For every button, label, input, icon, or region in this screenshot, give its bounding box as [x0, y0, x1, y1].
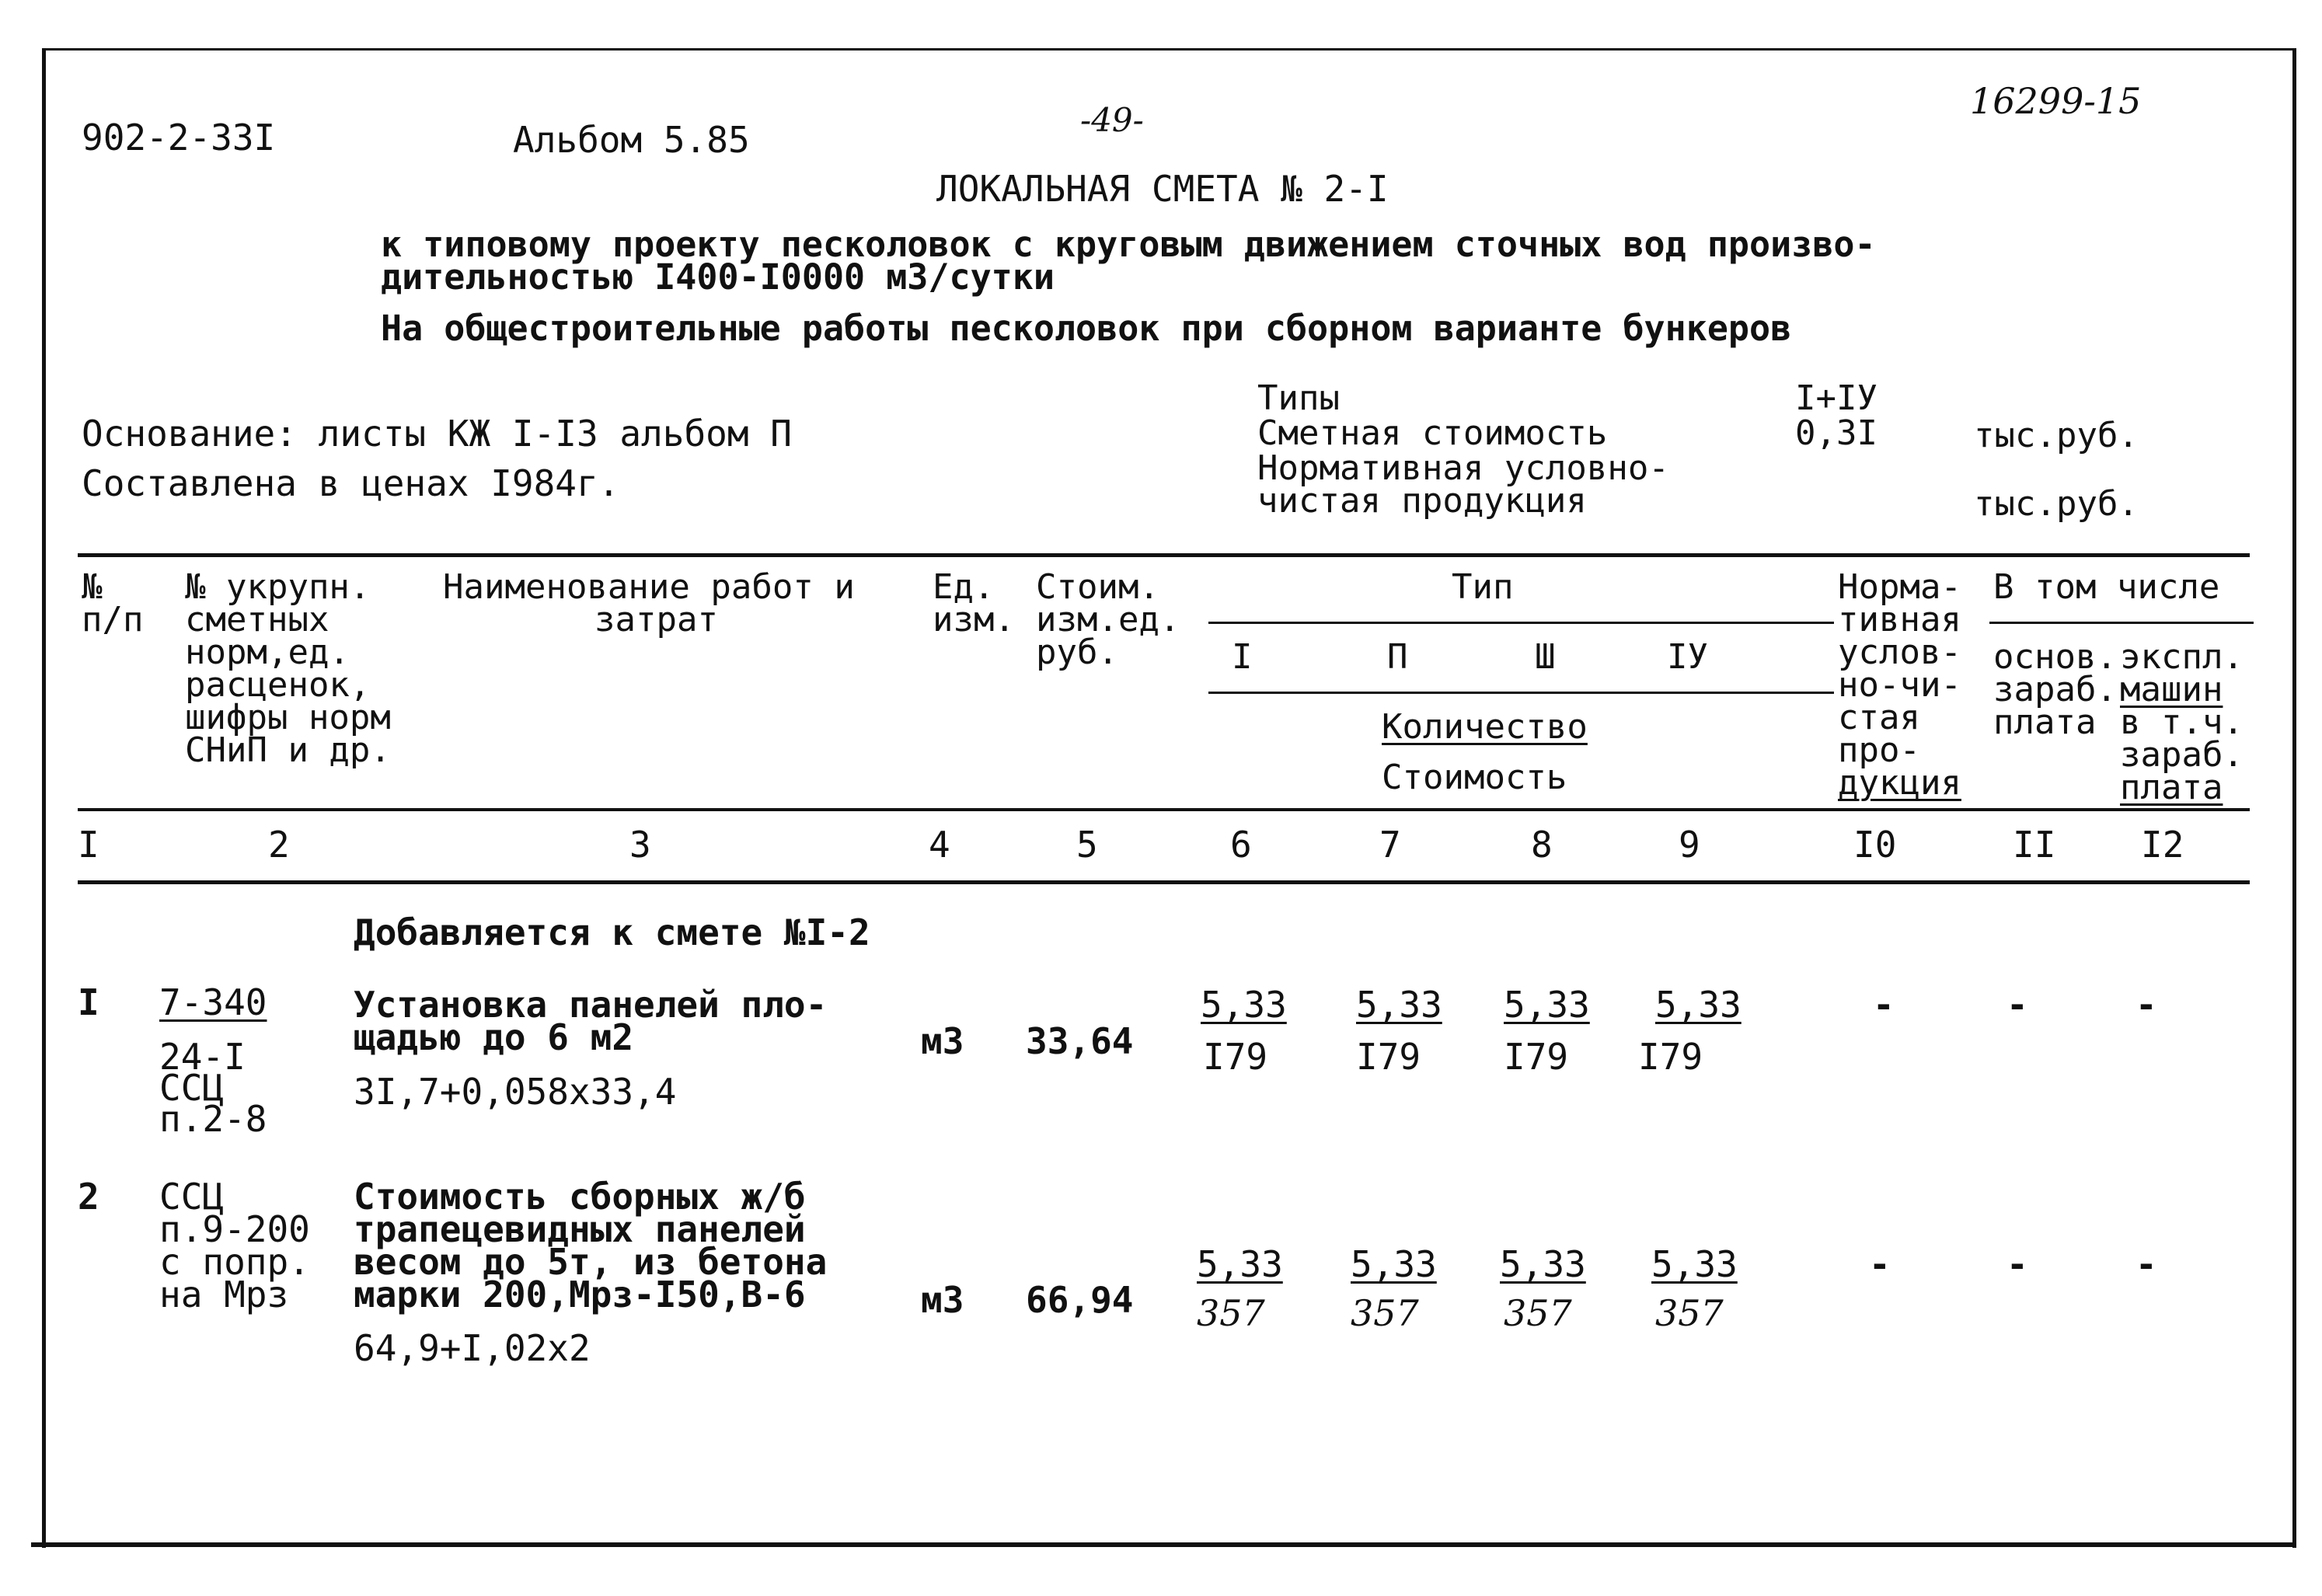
- title-line-1: к типовому проекту песколовок с круговым движением сточных вод произво-: [381, 224, 1876, 265]
- col-number-4: 4: [929, 824, 950, 866]
- section-title: Добавляется к смете №I-2: [354, 911, 870, 953]
- row-qty-type-4: 5,33: [1655, 984, 1742, 1026]
- row-code-4: п.2-8: [159, 1098, 267, 1140]
- album-label: Альбом 5.85: [513, 119, 750, 161]
- col10-header-5: стая: [1838, 698, 1920, 737]
- col11-header-1: основ.: [1993, 637, 2117, 677]
- col5-header-2: изм.ед.: [1036, 600, 1180, 639]
- col3-header-1: Наименование работ и: [443, 567, 855, 607]
- archive-number: 16299-15: [1970, 80, 2142, 122]
- norm-label-2: чистая продукция: [1257, 481, 1587, 521]
- row-col12: -: [2135, 1243, 2157, 1285]
- col2-header-6: СНиП и др.: [185, 730, 391, 770]
- col12-header-2: машин: [2120, 670, 2223, 709]
- row-cost-type-2: 357: [1351, 1292, 1419, 1334]
- row-col10: -: [1869, 1243, 1891, 1285]
- type-group-label: Тип: [1452, 567, 1514, 607]
- row-qty-type-4: 5,33: [1651, 1243, 1738, 1285]
- col5-header-3: руб.: [1036, 632, 1118, 672]
- row-cost-type-4: I79: [1638, 1036, 1703, 1078]
- table-top-rule: [78, 553, 2250, 557]
- row-cost-type-4: 357: [1655, 1292, 1724, 1334]
- col5-header-1: Стоим.: [1036, 567, 1159, 607]
- incl-group-label: В том числе: [1993, 567, 2220, 607]
- col-number-6: 6: [1230, 824, 1252, 866]
- cost-subheader: Стоимость: [1382, 758, 1567, 797]
- project-code: 902-2-33I: [82, 117, 276, 159]
- cost-label: Сметная стоимость: [1257, 413, 1608, 453]
- col-number-12: I2: [2141, 824, 2184, 866]
- col2-header-2: сметных: [185, 600, 329, 639]
- type-col-4: IУ: [1667, 637, 1708, 677]
- col11-header-2: зараб.: [1993, 670, 2117, 709]
- col-number-5: 5: [1076, 824, 1098, 866]
- col-number-11: II: [2013, 824, 2056, 866]
- col10-header-4: но-чи-: [1838, 665, 1961, 705]
- col-number-2: 2: [268, 824, 290, 866]
- norm-unit: тыс.руб.: [1974, 484, 2139, 524]
- row-number: 2: [78, 1176, 99, 1218]
- frame-right-border: [2292, 48, 2296, 1548]
- row-cost-type-1: I79: [1203, 1036, 1268, 1078]
- types-label: Типы: [1257, 378, 1340, 418]
- col4-header-2: изм.: [933, 600, 1015, 639]
- col1-header-2: п/п: [82, 600, 144, 639]
- row-code-3: с попр.: [159, 1241, 310, 1283]
- col10-header-7: дукция: [1838, 763, 1961, 803]
- col2-header-5: шифры норм: [185, 698, 391, 737]
- row-name-4: марки 200,Mрз-I50,B-6: [354, 1274, 806, 1315]
- row-cost-type-2: I79: [1356, 1036, 1421, 1078]
- page-number: -49-: [1080, 101, 1144, 139]
- type-col-3: Ш: [1535, 637, 1556, 677]
- row-unit-cost: 33,64: [1026, 1020, 1134, 1062]
- col4-header-1: Ед.: [933, 567, 995, 607]
- estimate-title: ЛОКАЛЬНАЯ СМЕТА № 2-I: [936, 168, 1389, 210]
- col10-header-6: про-: [1838, 730, 1920, 770]
- col12-header-1: экспл.: [2120, 637, 2244, 677]
- col-number-10: I0: [1853, 824, 1897, 866]
- type-group-rule: [1208, 622, 1834, 624]
- row-code-1: 7-340: [159, 981, 267, 1023]
- row-name-2: щадью до 6 м2: [354, 1016, 634, 1058]
- type-sub-rule: [1208, 692, 1834, 694]
- row-qty-type-3: 5,33: [1504, 984, 1590, 1026]
- col-number-9: 9: [1679, 824, 1700, 866]
- row-code-3: ССЦ: [159, 1067, 225, 1109]
- row-formula: 3I,7+0,058х33,4: [354, 1071, 677, 1113]
- row-col10: -: [1873, 984, 1895, 1026]
- prices-line: Составлена в ценах I984г.: [82, 462, 620, 504]
- col10-header-2: тивная: [1838, 600, 1961, 639]
- col-number-8: 8: [1531, 824, 1553, 866]
- col10-header-3: услов-: [1838, 632, 1961, 672]
- frame-left-border: [42, 48, 46, 1548]
- col12-header-4: зараб.: [2120, 735, 2244, 775]
- row-qty-type-1: 5,33: [1197, 1243, 1283, 1285]
- row-unit: м3: [921, 1020, 964, 1062]
- col2-header-3: норм,ед.: [185, 632, 350, 672]
- col11-header-3: плата: [1993, 702, 2097, 742]
- row-qty-type-2: 5,33: [1351, 1243, 1437, 1285]
- norm-label-1: Нормативная условно-: [1257, 448, 1669, 488]
- col12-header-3: в т.ч.: [2120, 702, 2244, 742]
- row-name-1: Установка панелей пло-: [354, 984, 828, 1026]
- frame-top-border: [42, 48, 2296, 51]
- row-name-2: трапецевидных панелей: [354, 1208, 806, 1250]
- row-formula: 64,9+I,02х2: [354, 1327, 591, 1369]
- row-code-4: на Мрз: [159, 1274, 289, 1315]
- col10-header-1: Норма-: [1838, 567, 1961, 607]
- col12-header-5: плата: [2120, 768, 2223, 807]
- col2-header-1: № укрупн.: [185, 567, 371, 607]
- title-line-3: На общестроительные работы песколовок при сборном варианте бункеров: [381, 308, 1792, 349]
- type-col-1: I: [1232, 637, 1253, 677]
- row-number: I: [78, 981, 99, 1023]
- basis-line: Основание: листы КЖ I-I3 альбом П: [82, 413, 792, 455]
- col-number-3: 3: [629, 824, 651, 866]
- frame-bottom-border: [31, 1542, 2296, 1547]
- col3-header-2: затрат: [594, 600, 718, 639]
- title-line-2: дительностью I400-I0000 м3/сутки: [381, 256, 1055, 298]
- numbers-bottom-rule: [78, 880, 2250, 884]
- row-col11: -: [2006, 984, 2028, 1026]
- row-name-3: весом до 5т, из бетона: [354, 1241, 828, 1283]
- row-qty-type-1: 5,33: [1201, 984, 1287, 1026]
- row-code-2: п.9-200: [159, 1208, 310, 1250]
- row-col11: -: [2006, 1243, 2028, 1285]
- col1-header-1: №: [82, 567, 103, 607]
- col-number-1: I: [78, 824, 99, 866]
- row-code-2: 24-I: [159, 1036, 246, 1078]
- col2-header-4: расценок,: [185, 665, 371, 705]
- row-code-1: ССЦ: [159, 1176, 225, 1218]
- row-cost-type-3: 357: [1504, 1292, 1572, 1334]
- cost-unit: тыс.руб.: [1974, 416, 2139, 455]
- header-bottom-rule: [78, 808, 2250, 811]
- row-col12: -: [2135, 984, 2157, 1026]
- row-cost-type-1: 357: [1197, 1292, 1265, 1334]
- cost-value: 0,3I: [1795, 413, 1877, 453]
- row-qty-type-3: 5,33: [1500, 1243, 1586, 1285]
- row-cost-type-3: I79: [1504, 1036, 1569, 1078]
- row-unit: м3: [921, 1279, 964, 1321]
- types-value: I+IУ: [1795, 378, 1877, 418]
- quantity-label: Количество: [1382, 707, 1588, 747]
- col-number-7: 7: [1379, 824, 1401, 866]
- row-unit-cost: 66,94: [1026, 1279, 1134, 1321]
- row-name-1: Стоимость сборных ж/б: [354, 1176, 806, 1218]
- incl-group-rule: [1989, 622, 2254, 624]
- row-qty-type-2: 5,33: [1356, 984, 1442, 1026]
- type-col-2: П: [1387, 637, 1408, 677]
